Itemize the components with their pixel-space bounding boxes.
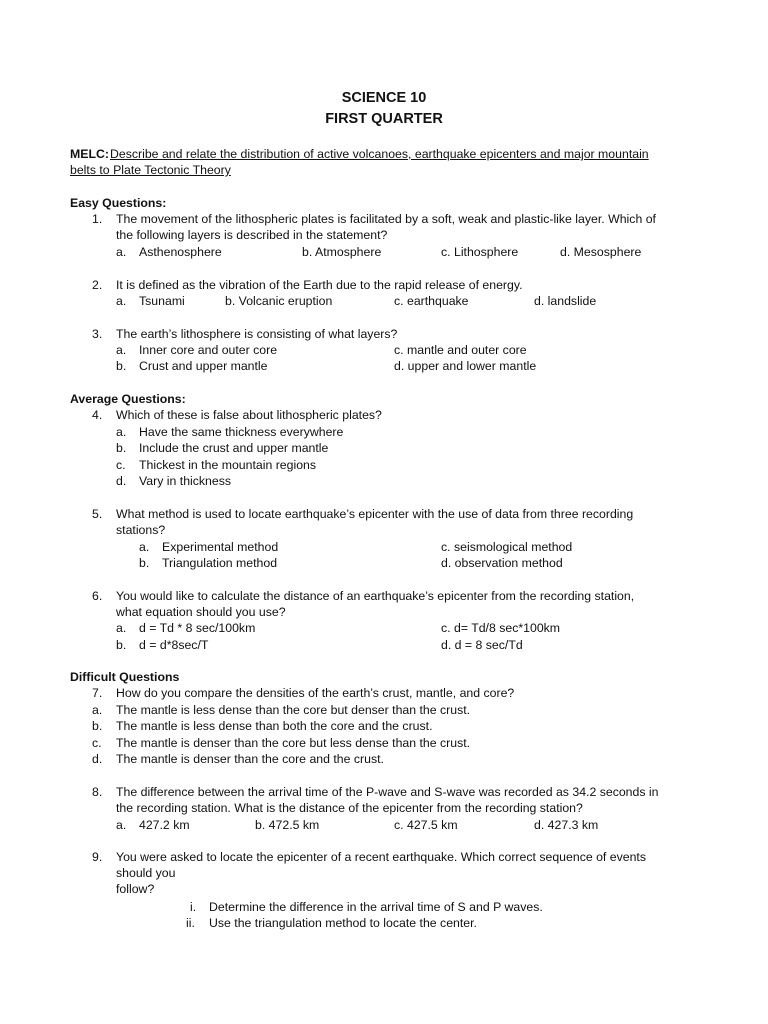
- question-4-text: Which of these is false about lithospheric plates?: [116, 408, 382, 422]
- question-6-number: 6.: [92, 589, 103, 603]
- q6-choice-b: d = d*8sec/T: [139, 638, 209, 652]
- q4-choice-b-marker: b.: [116, 441, 127, 455]
- question-3-number: 3.: [92, 327, 103, 341]
- question-4-number: 4.: [92, 408, 103, 422]
- section-easy-heading: Easy Questions:: [70, 196, 167, 210]
- question-5-text: What method is used to locate earthquake’s epicenter with the use of data from three recording: [116, 507, 634, 521]
- q8-choice-a-marker: a.: [116, 818, 127, 832]
- question-3-text: The earth’s lithosphere is consisting of what layers?: [116, 327, 398, 341]
- q9-step-i: Determine the difference in the arrival time of S and P waves.: [209, 900, 543, 914]
- q1-choice-b: b. Atmosphere: [302, 245, 382, 259]
- section-difficult-heading: Difficult Questions: [70, 670, 180, 684]
- q3-choice-a-marker: a.: [116, 343, 127, 357]
- q9-step-ii-marker: ii.: [186, 916, 195, 930]
- q4-choice-a: Have the same thickness everywhere: [139, 425, 344, 439]
- question-1-text: The movement of the lithospheric plates is facilitated by a soft, weak and plastic-like layer. Which of: [116, 212, 656, 226]
- q1-choice-d: d. Mesosphere: [560, 245, 642, 259]
- q7-choice-b: The mantle is less dense than both the core and the crust.: [116, 719, 433, 733]
- q5-choice-c: c. seismological method: [441, 540, 573, 554]
- q7-choice-d-marker: d.: [92, 752, 103, 766]
- question-5-text-cont: stations?: [116, 523, 166, 537]
- q6-choice-a-marker: a.: [116, 621, 127, 635]
- question-8-text: The difference between the arrival time of the P-wave and S-wave was recorded as 34.2 seconds in: [116, 785, 659, 799]
- question-1-text-cont: the following layers is described in the statement?: [116, 228, 388, 242]
- q6-choice-b-marker: b.: [116, 638, 127, 652]
- question-7-number: 7.: [92, 686, 103, 700]
- question-6-text-cont: what equation should you use?: [116, 605, 286, 619]
- q2-choice-a-marker: a.: [116, 294, 127, 308]
- q4-choice-c: Thickest in the mountain regions: [139, 458, 317, 472]
- question-7-text: How do you compare the densities of the earth’s crust, mantle, and core?: [116, 686, 515, 700]
- melc-text-line1: Describe and relate the distribution of active volcanoes, earthquake epicenters and major mountain: [110, 147, 649, 161]
- melc-text-line2: belts to Plate Tectonic Theory: [70, 163, 231, 177]
- q3-choice-d: d. upper and lower mantle: [394, 359, 537, 373]
- q8-choice-c: c. 427.5 km: [394, 818, 458, 832]
- question-6-text: You would like to calculate the distance of an earthquake’s epicenter from the recording station,: [116, 589, 635, 603]
- q5-choice-d: d. observation method: [441, 556, 563, 570]
- q9-step-ii: Use the triangulation method to locate the center.: [209, 916, 477, 930]
- q7-choice-d: The mantle is denser than the core and the crust.: [116, 752, 384, 766]
- q7-choice-a: The mantle is less dense than the core but denser than the crust.: [116, 703, 471, 717]
- q5-choice-a: Experimental method: [162, 540, 279, 554]
- q5-choice-b: Triangulation method: [162, 556, 278, 570]
- question-8-number: 8.: [92, 785, 103, 799]
- q7-choice-c: The mantle is denser than the core but less dense than the crust.: [116, 736, 471, 750]
- q2-choice-d: d. landslide: [534, 294, 597, 308]
- q6-choice-a: d = Td * 8 sec/100km: [139, 621, 256, 635]
- question-2-number: 2.: [92, 278, 103, 292]
- q8-choice-d: d. 427.3 km: [534, 818, 599, 832]
- question-1-number: 1.: [92, 212, 103, 226]
- melc-label: MELC:: [70, 147, 109, 161]
- page-subtitle: FIRST QUARTER: [325, 111, 443, 127]
- q3-choice-a: Inner core and outer core: [139, 343, 278, 357]
- q4-choice-d-marker: d.: [116, 474, 127, 488]
- q9-step-i-marker: i.: [190, 900, 197, 914]
- q6-choice-d: d. d = 8 sec/Td: [441, 638, 523, 652]
- q4-choice-b: Include the crust and upper mantle: [139, 441, 329, 455]
- q7-choice-a-marker: a.: [92, 703, 103, 717]
- question-2-text: It is defined as the vibration of the Earth due to the rapid release of energy.: [116, 278, 523, 292]
- question-9-text: You were asked to locate the epicenter of a recent earthquake. Which correct sequence of events: [116, 850, 646, 864]
- q8-choice-b: b. 472.5 km: [255, 818, 320, 832]
- q3-choice-b-marker: b.: [116, 359, 127, 373]
- question-8-text-cont: the recording station. What is the distance of the epicenter from the recording station?: [116, 801, 583, 815]
- question-9-number: 9.: [92, 850, 103, 864]
- q2-choice-a: Tsunami: [139, 294, 185, 308]
- q2-choice-b: b. Volcanic eruption: [225, 294, 333, 308]
- q3-choice-c: c. mantle and outer core: [394, 343, 527, 357]
- page-title: SCIENCE 10: [341, 90, 427, 106]
- q4-choice-c-marker: c.: [116, 458, 126, 472]
- q2-choice-c: c. earthquake: [394, 294, 469, 308]
- question-9-text-cont: should you: [116, 866, 176, 880]
- q1-choice-c: c. Lithosphere: [441, 245, 519, 259]
- q7-choice-c-marker: c.: [92, 736, 102, 750]
- q4-choice-d: Vary in thickness: [139, 474, 232, 488]
- question-5-number: 5.: [92, 507, 103, 521]
- q3-choice-b: Crust and upper mantle: [139, 359, 268, 373]
- q5-choice-b-marker: b.: [139, 556, 150, 570]
- section-average-heading: Average Questions:: [70, 392, 186, 406]
- q1-choice-a: Asthenosphere: [139, 245, 222, 259]
- q6-choice-c: c. d= Td/8 sec*100km: [441, 621, 561, 635]
- q4-choice-a-marker: a.: [116, 425, 127, 439]
- question-9-text-cont2: follow?: [116, 882, 155, 896]
- q7-choice-b-marker: b.: [92, 719, 103, 733]
- q8-choice-a: 427.2 km: [139, 818, 190, 832]
- q1-choice-a-marker: a.: [116, 245, 127, 259]
- q5-choice-a-marker: a.: [139, 540, 150, 554]
